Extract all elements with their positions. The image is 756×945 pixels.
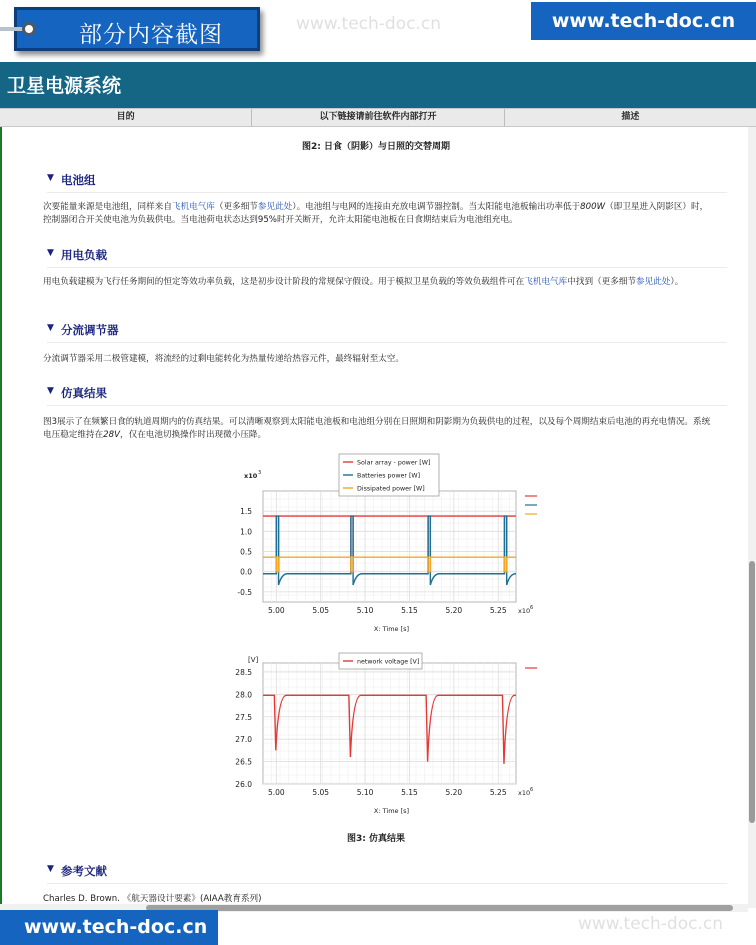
y-tick-label: 26.0 (235, 780, 252, 789)
chart-1 (237, 454, 537, 633)
horizontal-scrollbar-thumb[interactable] (146, 905, 733, 911)
x-tick-label: 5.10 (356, 788, 374, 797)
link-electrical-library[interactable]: 飞机电气库 (171, 202, 215, 212)
text-span: ）。 (670, 277, 684, 287)
y-tick-label: 28.5 (235, 667, 252, 677)
x-tick-label: 5.15 (401, 788, 418, 797)
table-header (0, 108, 756, 127)
legend-label: Solar array - power [W] (357, 459, 431, 467)
excerpt-label: 部分内容截图 (79, 22, 223, 48)
x-multiplier-label: x10 (518, 789, 531, 797)
legend-label: network voltage [V] (357, 658, 420, 666)
text-span: （更多细节 (214, 202, 258, 212)
x-multiplier-exponent: 6 (530, 787, 534, 793)
simulation-charts (2, 127, 748, 908)
section-title-battery: 电池组 (61, 173, 96, 187)
chart-2 (235, 653, 537, 815)
document-content (0, 127, 748, 908)
link-see-here[interactable]: 参见此处 (636, 277, 671, 287)
y-tick-label: 1.5 (240, 507, 252, 517)
legend-label: Batteries power [W] (357, 472, 421, 480)
paragraph-shunt: 分流调节器采用二极管建模，将流经的过剩电能转化为热量传递给热容元件，最终辐射至太空。 (43, 354, 404, 364)
x-tick-label: 5.20 (445, 788, 463, 797)
text-span: （即卫星进入阴影区）时，控制器闭合开关使电池为负载供电。当电池荷电状态达到95%时开关断开，允许太阳能电池板在日食期结束后为电池组充电。 (43, 202, 709, 225)
x-tick-label: 5.25 (489, 788, 507, 797)
text-span-italic: 28V (103, 430, 120, 440)
collapse-triangle-icon[interactable]: ▼ (47, 173, 54, 183)
x-tick-label: 5.00 (267, 606, 285, 615)
collapse-triangle-icon[interactable]: ▼ (47, 864, 54, 874)
watermark-text-top: www.tech-doc.cn (296, 14, 441, 34)
y-tick-label: 27.5 (235, 712, 252, 722)
divider (47, 883, 727, 884)
column-header-description[interactable]: 描述 (621, 112, 640, 122)
column-header-links[interactable]: 以下链接请前往软件内部打开 (252, 109, 504, 126)
x-tick-label: 5.15 (401, 606, 418, 615)
plot-area (263, 491, 516, 602)
y-tick-label: 28.0 (235, 690, 252, 700)
x-axis-label: X: Time [s] (373, 807, 410, 815)
section-header-references[interactable] (16, 858, 721, 884)
vertical-scrollbar-thumb[interactable] (749, 561, 755, 823)
text-span: 次要能量来源是电池组，同样来自 (43, 202, 172, 212)
x-tick-label: 5.05 (312, 606, 330, 615)
collapse-triangle-icon[interactable]: ▼ (47, 386, 54, 396)
text-span: 中找到（更多细节 (567, 277, 637, 287)
collapse-triangle-icon[interactable]: ▼ (47, 248, 54, 258)
text-span: 用电负载建模为飞行任务期间的恒定等效功率负载，这是初步设计阶段的常规保守假设。用于模拟卫星负载的等效负载组件可在 (43, 277, 525, 287)
y-tick-label: 0.5 (240, 547, 252, 557)
link-see-here[interactable]: 参见此处 (257, 202, 293, 212)
y-tick-label: 1.0 (240, 527, 252, 537)
x-tick-label: 5.05 (312, 788, 330, 797)
watermark-text-bottom: www.tech-doc.cn (578, 914, 723, 934)
section-title-references: 参考文献 (61, 864, 107, 878)
section-title-results: 仿真结果 (61, 386, 107, 400)
x-tick-label: 5.00 (267, 788, 285, 797)
y-tick-label: -0.5 (237, 587, 252, 597)
section-title-shunt: 分流调节器 (61, 323, 119, 337)
page-title: 卫星电源系统 (7, 75, 122, 97)
plot-area (263, 663, 516, 784)
vertical-scrollbar[interactable] (748, 127, 756, 908)
figure3-caption: 图3: 仿真结果 (347, 834, 405, 844)
y-tick-label: 26.5 (235, 757, 252, 767)
pin-icon (0, 22, 42, 36)
watermark-banner (0, 0, 756, 62)
text-span-italic: 800W (580, 202, 606, 212)
x-multiplier-exponent: 6 (530, 605, 534, 611)
y-multiplier-label: x10 (244, 472, 258, 480)
y-tick-label: 0.0 (240, 567, 252, 577)
x-tick-label: 5.10 (356, 606, 374, 615)
legend-label: Dissipated power [W] (357, 485, 425, 493)
text-span: ，仅在电池切换操作时出现微小压降。 (120, 430, 267, 440)
text-span: 图3展示了在频繁日食的轨道周期内的仿真结果。可以清晰观察到太阳能电池板和电池组分别在日照期和阴影期为负载供电的过程，以及每个周期结束后电池的再充电情况。系统电压稳定维持在 (43, 417, 711, 440)
x-axis-label: X: Time [s] (373, 625, 410, 633)
site-badge-top: www.tech-doc.cn (531, 2, 756, 40)
x-tick-label: 5.20 (445, 606, 463, 615)
column-header-purpose[interactable]: 目的 (0, 109, 252, 126)
link-electrical-library[interactable]: 飞机电气库 (524, 277, 568, 287)
figure2-caption: 图2: 日食（阴影）与日照的交替周期 (302, 142, 450, 152)
text-span: ）。电池组与电网的连接由充放电调节器控制。当太阳能电池板输出功率低于 (292, 202, 581, 212)
x-tick-label: 5.25 (489, 606, 507, 615)
section-title-load: 用电负载 (61, 248, 107, 262)
y-unit-label: [V] (248, 656, 259, 664)
paragraph-references: Charles D. Brown. 《航天器设计要素》(AIAA教育系列) (43, 894, 262, 904)
app-header (0, 62, 756, 108)
y-multiplier-exponent: 3 (258, 470, 262, 476)
site-badge-bottom: www.tech-doc.cn (0, 910, 218, 945)
excerpt-badge (14, 7, 260, 51)
x-multiplier-label: x10 (518, 607, 531, 615)
y-tick-label: 27.0 (235, 735, 252, 745)
collapse-triangle-icon[interactable]: ▼ (47, 323, 54, 333)
